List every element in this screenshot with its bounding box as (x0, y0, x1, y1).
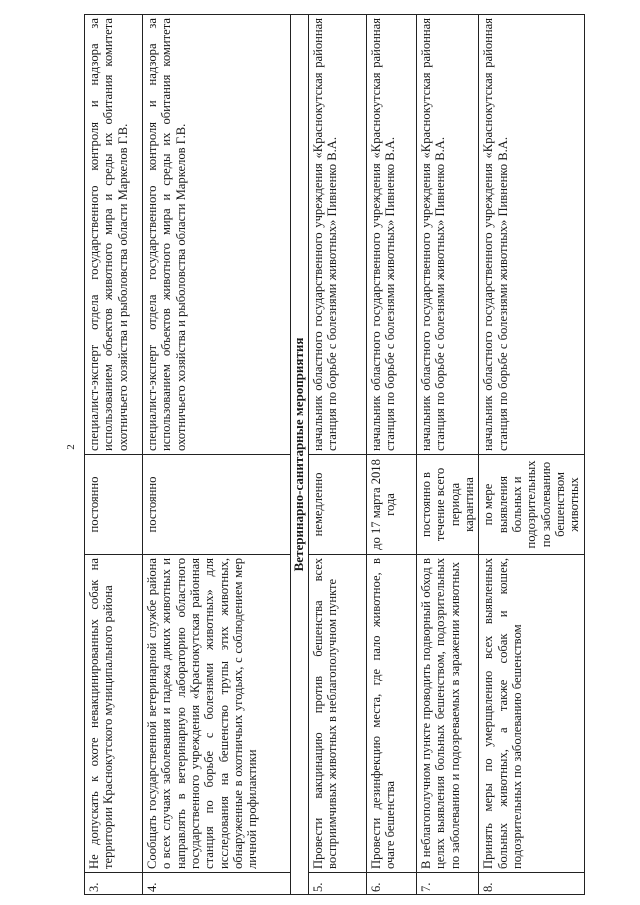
row-action: В неблагополучном пункте проводить подворный обход в целях выявления больных бешенством, подозрительных по заболеванию и подозреваемых в заражении животных (416, 555, 478, 873)
row-responsible: специалист-эксперт отдела государственного контроля и надзора за использованием объектов животного мира и среды их обитания комитета охотничьего хозяйства и рыболовства области Маркелов Г.В. (143, 15, 291, 455)
table-row (366, 15, 416, 895)
row-number: 7. (416, 873, 478, 895)
row-number: 5. (308, 873, 366, 895)
row-responsible: начальник областного государственного учреждения «Краснокутская районная станция по борьбе с болезнями животных» Пивненко В.А. (479, 15, 584, 455)
row-action: Сообщать государственной ветеринарной службе района о всех случаях заболевания и падежа диких животных и направлять в ветеринарную лабораторию областного государственного учреждения «Краснокутская районная станция по борьбе с болезнями животных» для исследования на бешенство трупы этих животных, обнаруженные в охотничьих угодьях, с соблюдением мер личной профилактики (143, 555, 291, 873)
table-row (85, 15, 143, 895)
measures-table (84, 14, 585, 895)
section-row (291, 15, 309, 895)
row-number: 3. (85, 873, 143, 895)
landscape-sheet (84, 15, 614, 895)
table-row (143, 15, 291, 895)
section-title: Ветеринарно-санитарные мероприятия (291, 15, 309, 895)
row-action: Принять меры по умерщвлению всех выявленных больных животных, а также собак и кошек, подозрительных по заболеванию бешенством (479, 555, 584, 873)
row-number: 8. (479, 873, 584, 895)
row-number: 4. (143, 873, 291, 895)
table-row (308, 15, 366, 895)
row-term: постоянно (85, 455, 143, 555)
row-number: 6. (366, 873, 416, 895)
row-responsible: начальник областного государственного учреждения «Краснокутская районная станция по борьбе с болезнями животных» Пивненко В.А. (308, 15, 366, 455)
row-term: постоянно в течение всего периода карантина (416, 455, 478, 555)
table-row (479, 15, 584, 895)
row-term: по мере выявления больных и подозрительных по заболеванию бешенством животных (479, 455, 584, 555)
row-responsible: начальник областного государственного учреждения «Краснокутская районная станция по борьбе с болезнями животных» Пивненко В.А. (416, 15, 478, 455)
row-action: Провести вакцинацию против бешенства всех восприимчивых животных в неблагополучном пункте (308, 555, 366, 873)
table-row (416, 15, 478, 895)
page-number: 2 (64, 444, 77, 450)
row-responsible: специалист-эксперт отдела государственного контроля и надзора за использованием объектов животного мира и среды их обитания комитета охотничьего хозяйства и рыболовства области Маркелов Г.В. (85, 15, 143, 455)
row-responsible: начальник областного государственного учреждения «Краснокутская районная станция по борьбе с болезнями животных» Пивненко В.А. (366, 15, 416, 455)
row-term: постоянно (143, 455, 291, 555)
row-action: Провести дезинфекцию места, где пало животное, в очаге бешенства (366, 555, 416, 873)
row-term: немедленно (308, 455, 366, 555)
row-term: до 17 марта 2018 года (366, 455, 416, 555)
row-action: Не допускать к охоте невакцинированных собак на территории Краснокутского муниципального района (85, 555, 143, 873)
